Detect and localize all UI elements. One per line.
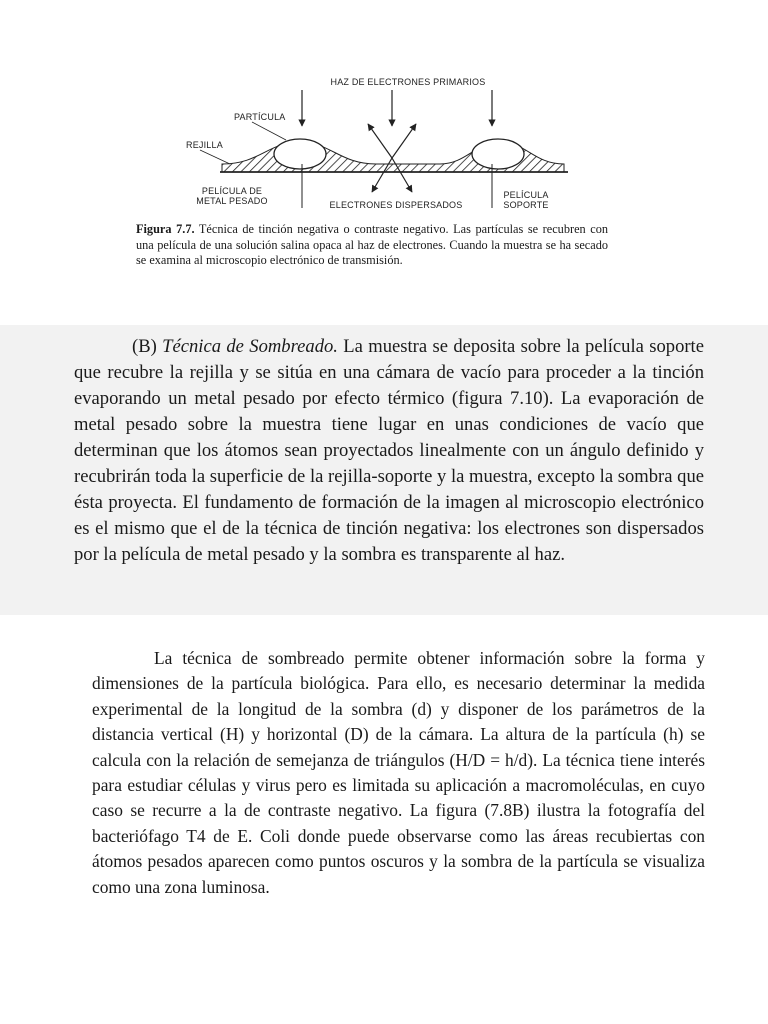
heavy-metal-label-1: PELÍCULA DE: [201, 186, 263, 196]
scatter-arrow-down-left: [372, 158, 392, 192]
section-b-text: La muestra se deposita sobre la película soporte que recubre la rejilla y se sitúa en una cámara de vacío para proceder a la tinción evaporando un metal pesado por efecto térmico (figura 7.10). La evaporación de metal pesado sobre la muestra tiene lugar en unas condiciones de vacío que determinan que los átomos sean proyectados linealmente con un ángulo definido y recubrirán toda la superficie de la rejilla-soporte y la muestra, excepto la sombra que ésta proyecta. El fundamento de formación de la imagen al microscopio electrónico es el mismo que el de la técnica de tinción negativa: los electrones son dispersados por la película de metal pesado y la sombra es transparente al haz.: [74, 336, 704, 565]
grid-label: REJILLA: [186, 140, 223, 150]
diagram-svg: [140, 60, 610, 220]
scattered-electrons-label: ELECTRONES DISPERSADOS: [329, 200, 463, 210]
particle-right: [472, 139, 524, 169]
caption-text: Técnica de tinción negativa o contraste negativo. Las partículas se recubren con una película de una solución salina opaca al haz de electrones. Cuando la muestra se ha secado se examina al microscopio electrónico de transmisión.: [136, 222, 609, 267]
shadowing-info-paragraph: [92, 646, 705, 900]
scatter-arrow-down-right: [392, 158, 412, 192]
section-b-title: Técnica de Sombreado.: [162, 336, 338, 357]
support-film-label-1: PELÍCULA: [503, 190, 549, 200]
heavy-metal-label-2: METAL PESADO: [196, 196, 268, 206]
particle-left: [274, 139, 326, 169]
particle-label: PARTÍCULA: [234, 112, 286, 122]
grid-leader: [200, 150, 230, 164]
beam-label: HAZ DE ELECTRONES PRIMARIOS: [330, 77, 486, 87]
caption-lead: Figura 7.7.: [136, 222, 195, 236]
scatter-arrow-up-right: [392, 124, 416, 158]
negative-staining-diagram: [140, 60, 610, 220]
section-b-paragraph: [74, 334, 704, 568]
shadowing-info-text: La técnica de sombreado permite obtener información sobre la forma y dimensiones de la partícula biológica. Para ello, es necesario determinar la medida experimental de la longitud de la sombra (d) y disponer de los parámetros de la distancia vertical (H) y horizontal (D) de la cámara. La altura de la partícula (h) se calcula con la relación de semejanza de triángulos (H/D = h/d). La técnica tiene interés para estudiar células y virus pero es limitada su aplicación a macromoléculas, en cuyo caso se recurre a la de contraste negativo. La figura (7.8B) ilustra la fotografía del bacteriófago T4 de E. Coli donde puede observarse como las áreas recubiertas con átomos pesados aparecen como puntos oscuros y la sombra de la partícula se visualiza como una zona luminosa.: [92, 648, 705, 897]
scatter-arrow-up-left: [368, 124, 392, 158]
support-film-label-2: SOPORTE: [503, 200, 549, 210]
section-b-prefix: (B): [132, 336, 157, 357]
particle-leader: [252, 122, 286, 140]
figure-caption: [136, 222, 608, 269]
